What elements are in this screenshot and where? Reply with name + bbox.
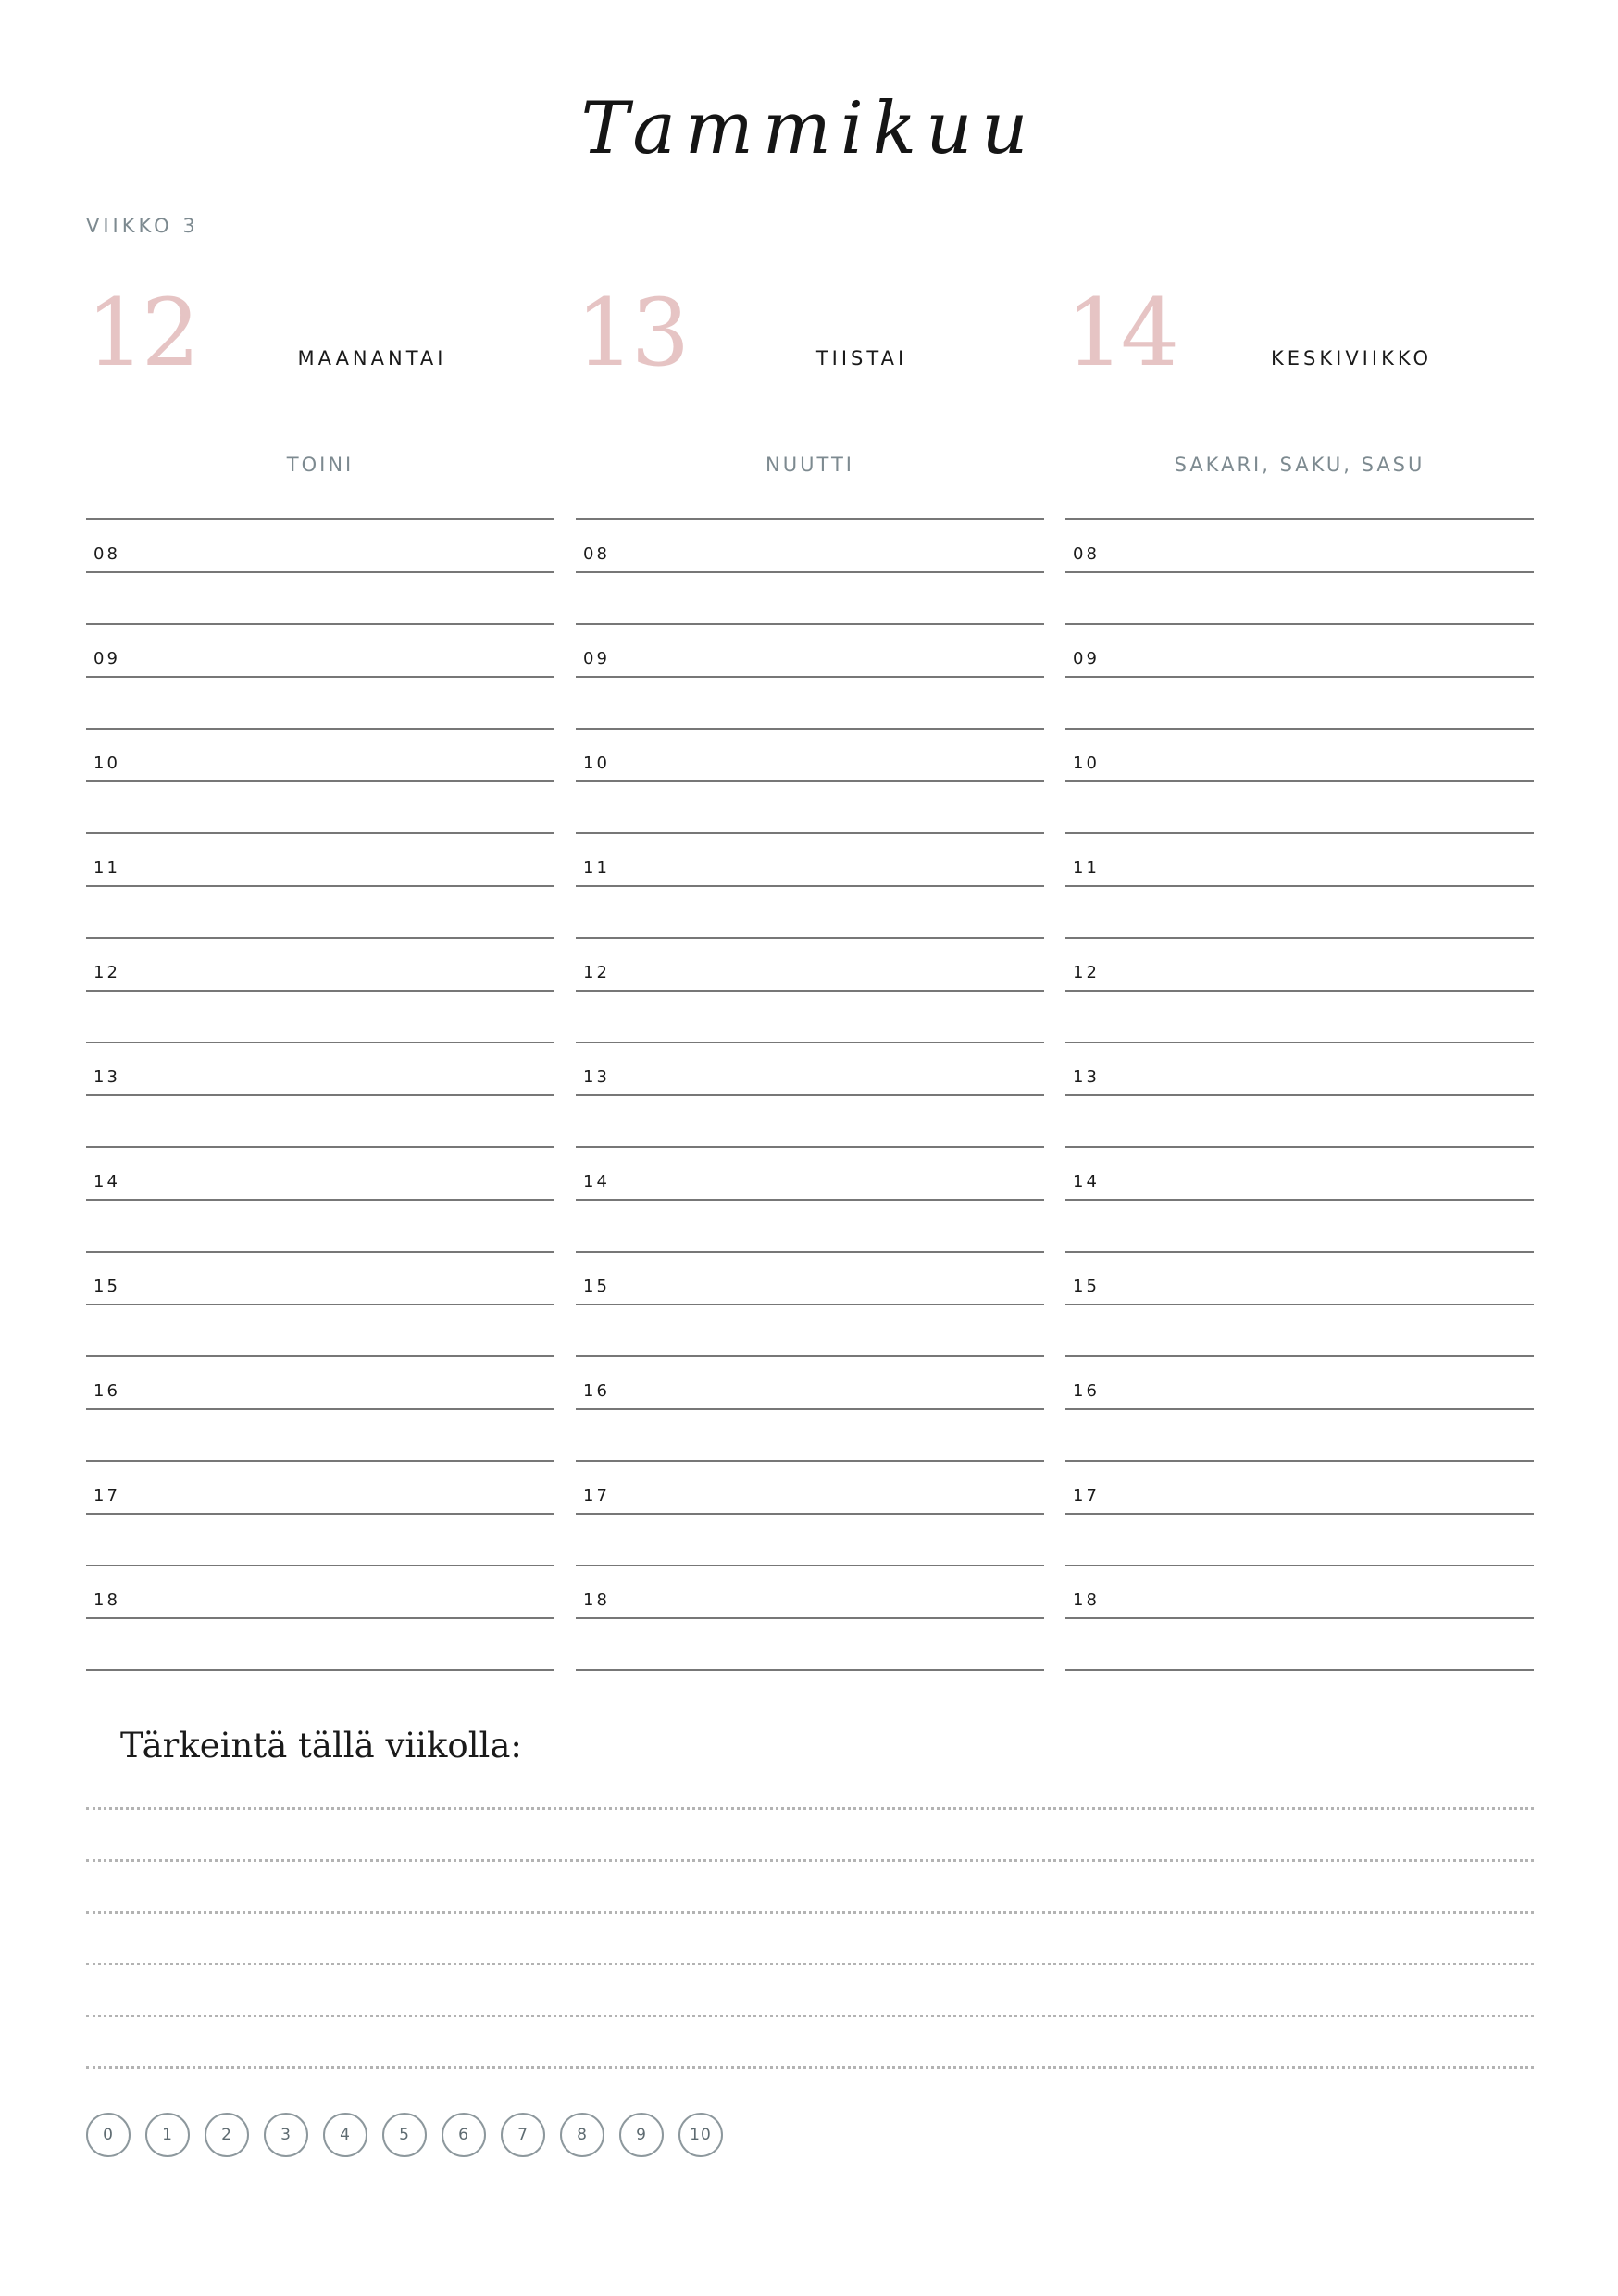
rating-circle[interactable]: 8 xyxy=(560,2113,604,2157)
ruled-line xyxy=(86,1513,554,1515)
ruled-line xyxy=(86,1408,554,1410)
ruled-line xyxy=(86,1146,554,1148)
ruled-line xyxy=(86,518,554,520)
ruled-line xyxy=(86,1565,554,1566)
hour-label: 13 xyxy=(93,1067,120,1087)
ruled-line xyxy=(576,1617,1044,1619)
ruled-line xyxy=(1065,1146,1534,1148)
ruled-line xyxy=(86,1617,554,1619)
ruled-line xyxy=(86,1251,554,1253)
ruled-line xyxy=(576,937,1044,939)
week-label: VIIKKO 3 xyxy=(86,215,199,237)
hour-label: 09 xyxy=(583,649,610,668)
month-title: Tammikuu xyxy=(580,87,1038,170)
rating-circle[interactable]: 0 xyxy=(86,2113,131,2157)
ruled-line xyxy=(1065,1355,1534,1357)
ruled-line xyxy=(576,728,1044,730)
ruled-line xyxy=(86,990,554,992)
ruled-line xyxy=(86,885,554,887)
day-column xyxy=(576,278,1044,1666)
hour-label: 18 xyxy=(583,1591,610,1610)
rating-circle[interactable]: 1 xyxy=(145,2113,190,2157)
ruled-line xyxy=(86,937,554,939)
ruled-line xyxy=(576,1146,1044,1148)
ruled-line xyxy=(576,1251,1044,1253)
day-number: 14 xyxy=(1065,279,1176,387)
day-number: 13 xyxy=(576,279,687,387)
ruled-line xyxy=(1065,1251,1534,1253)
ruled-line xyxy=(86,832,554,834)
hour-label: 16 xyxy=(583,1381,610,1401)
hour-label: 15 xyxy=(93,1277,120,1296)
hour-label: 08 xyxy=(93,544,120,564)
name-day: TOINI xyxy=(286,454,355,476)
hour-label: 14 xyxy=(93,1172,120,1192)
ruled-line xyxy=(1065,780,1534,782)
ruled-line xyxy=(576,1199,1044,1201)
ruled-line xyxy=(576,1565,1044,1566)
ruled-line xyxy=(86,1304,554,1305)
hour-label: 12 xyxy=(1073,963,1100,982)
ruled-line xyxy=(1065,571,1534,573)
rating-circle[interactable]: 10 xyxy=(678,2113,723,2157)
ruled-line xyxy=(576,1304,1044,1305)
ruled-line xyxy=(1065,676,1534,678)
ruled-line xyxy=(1065,1565,1534,1566)
ruled-line xyxy=(1065,518,1534,520)
hour-label: 14 xyxy=(1073,1172,1100,1192)
ruled-line xyxy=(576,1042,1044,1043)
hour-label: 08 xyxy=(583,544,610,564)
ruled-line xyxy=(1065,1617,1534,1619)
hour-label: 17 xyxy=(93,1486,120,1505)
rating-circle[interactable]: 6 xyxy=(442,2113,486,2157)
ruled-line xyxy=(576,990,1044,992)
name-day: SAKARI, SAKU, SASU xyxy=(1174,454,1425,476)
hour-label: 08 xyxy=(1073,544,1100,564)
ruled-line xyxy=(1065,623,1534,625)
hour-label: 12 xyxy=(93,963,120,982)
ruled-line xyxy=(576,832,1044,834)
ruled-line xyxy=(576,780,1044,782)
ruled-line xyxy=(86,1042,554,1043)
hour-label: 16 xyxy=(93,1381,120,1401)
hour-label: 16 xyxy=(1073,1381,1100,1401)
hour-label: 17 xyxy=(583,1486,610,1505)
hour-label: 11 xyxy=(583,858,610,878)
note-line[interactable] xyxy=(86,2066,1534,2069)
ruled-line xyxy=(1065,1408,1534,1410)
ruled-line xyxy=(1065,990,1534,992)
ruled-line xyxy=(86,1199,554,1201)
ruled-line xyxy=(1065,1199,1534,1201)
ruled-line xyxy=(576,1094,1044,1096)
rating-circle[interactable]: 5 xyxy=(382,2113,427,2157)
ruled-line xyxy=(86,780,554,782)
hour-label: 18 xyxy=(1073,1591,1100,1610)
rating-scale xyxy=(86,2113,723,2157)
hour-label: 09 xyxy=(93,649,120,668)
ruled-line xyxy=(1065,832,1534,834)
ruled-line xyxy=(1065,1094,1534,1096)
note-line[interactable] xyxy=(86,1911,1534,1914)
ruled-line xyxy=(576,1408,1044,1410)
day-column xyxy=(86,278,554,1666)
ruled-line xyxy=(576,518,1044,520)
hour-label: 18 xyxy=(93,1591,120,1610)
hour-label: 11 xyxy=(93,858,120,878)
ruled-line xyxy=(86,1460,554,1462)
note-line[interactable] xyxy=(86,1963,1534,1965)
ruled-line xyxy=(576,623,1044,625)
hour-label: 14 xyxy=(583,1172,610,1192)
hour-label: 11 xyxy=(1073,858,1100,878)
ruled-line xyxy=(1065,1513,1534,1515)
ruled-line xyxy=(86,676,554,678)
day-number: 12 xyxy=(86,279,197,387)
ruled-line xyxy=(576,676,1044,678)
ruled-line xyxy=(576,885,1044,887)
ruled-line xyxy=(1065,937,1534,939)
ruled-line xyxy=(86,1094,554,1096)
ruled-line xyxy=(86,623,554,625)
hour-label: 12 xyxy=(583,963,610,982)
hour-label: 15 xyxy=(1073,1277,1100,1296)
ruled-line xyxy=(86,1669,554,1671)
day-name: KESKIVIIKKO xyxy=(1270,347,1432,369)
name-day: NUUTTI xyxy=(765,454,854,476)
ruled-line xyxy=(86,1355,554,1357)
ruled-line xyxy=(576,1355,1044,1357)
ruled-line xyxy=(1065,1669,1534,1671)
note-line[interactable] xyxy=(86,1807,1534,1810)
hour-label: 15 xyxy=(583,1277,610,1296)
ruled-line xyxy=(1065,728,1534,730)
ruled-line xyxy=(576,1460,1044,1462)
hour-label: 10 xyxy=(1073,754,1100,773)
hour-label: 13 xyxy=(1073,1067,1100,1087)
ruled-line xyxy=(1065,1304,1534,1305)
ruled-line xyxy=(86,571,554,573)
ruled-line xyxy=(86,728,554,730)
day-name: TIISTAI xyxy=(815,347,908,369)
rating-circle[interactable]: 7 xyxy=(501,2113,545,2157)
ruled-line xyxy=(576,1669,1044,1671)
rating-circle[interactable]: 3 xyxy=(264,2113,308,2157)
hour-label: 09 xyxy=(1073,649,1100,668)
day-name: MAANANTAI xyxy=(297,347,447,369)
rating-circle[interactable]: 2 xyxy=(205,2113,249,2157)
hour-label: 17 xyxy=(1073,1486,1100,1505)
note-line[interactable] xyxy=(86,1859,1534,1862)
ruled-line xyxy=(1065,1042,1534,1043)
rating-circle[interactable]: 9 xyxy=(619,2113,664,2157)
note-line[interactable] xyxy=(86,2015,1534,2017)
ruled-line xyxy=(576,571,1044,573)
ruled-line xyxy=(576,1513,1044,1515)
day-column xyxy=(1065,278,1534,1666)
hour-label: 10 xyxy=(93,754,120,773)
rating-circle[interactable]: 4 xyxy=(323,2113,367,2157)
hour-label: 10 xyxy=(583,754,610,773)
hour-label: 13 xyxy=(583,1067,610,1087)
ruled-line xyxy=(1065,1460,1534,1462)
ruled-line xyxy=(1065,885,1534,887)
notes-title: Tärkeintä tällä viikolla: xyxy=(120,1726,522,1766)
